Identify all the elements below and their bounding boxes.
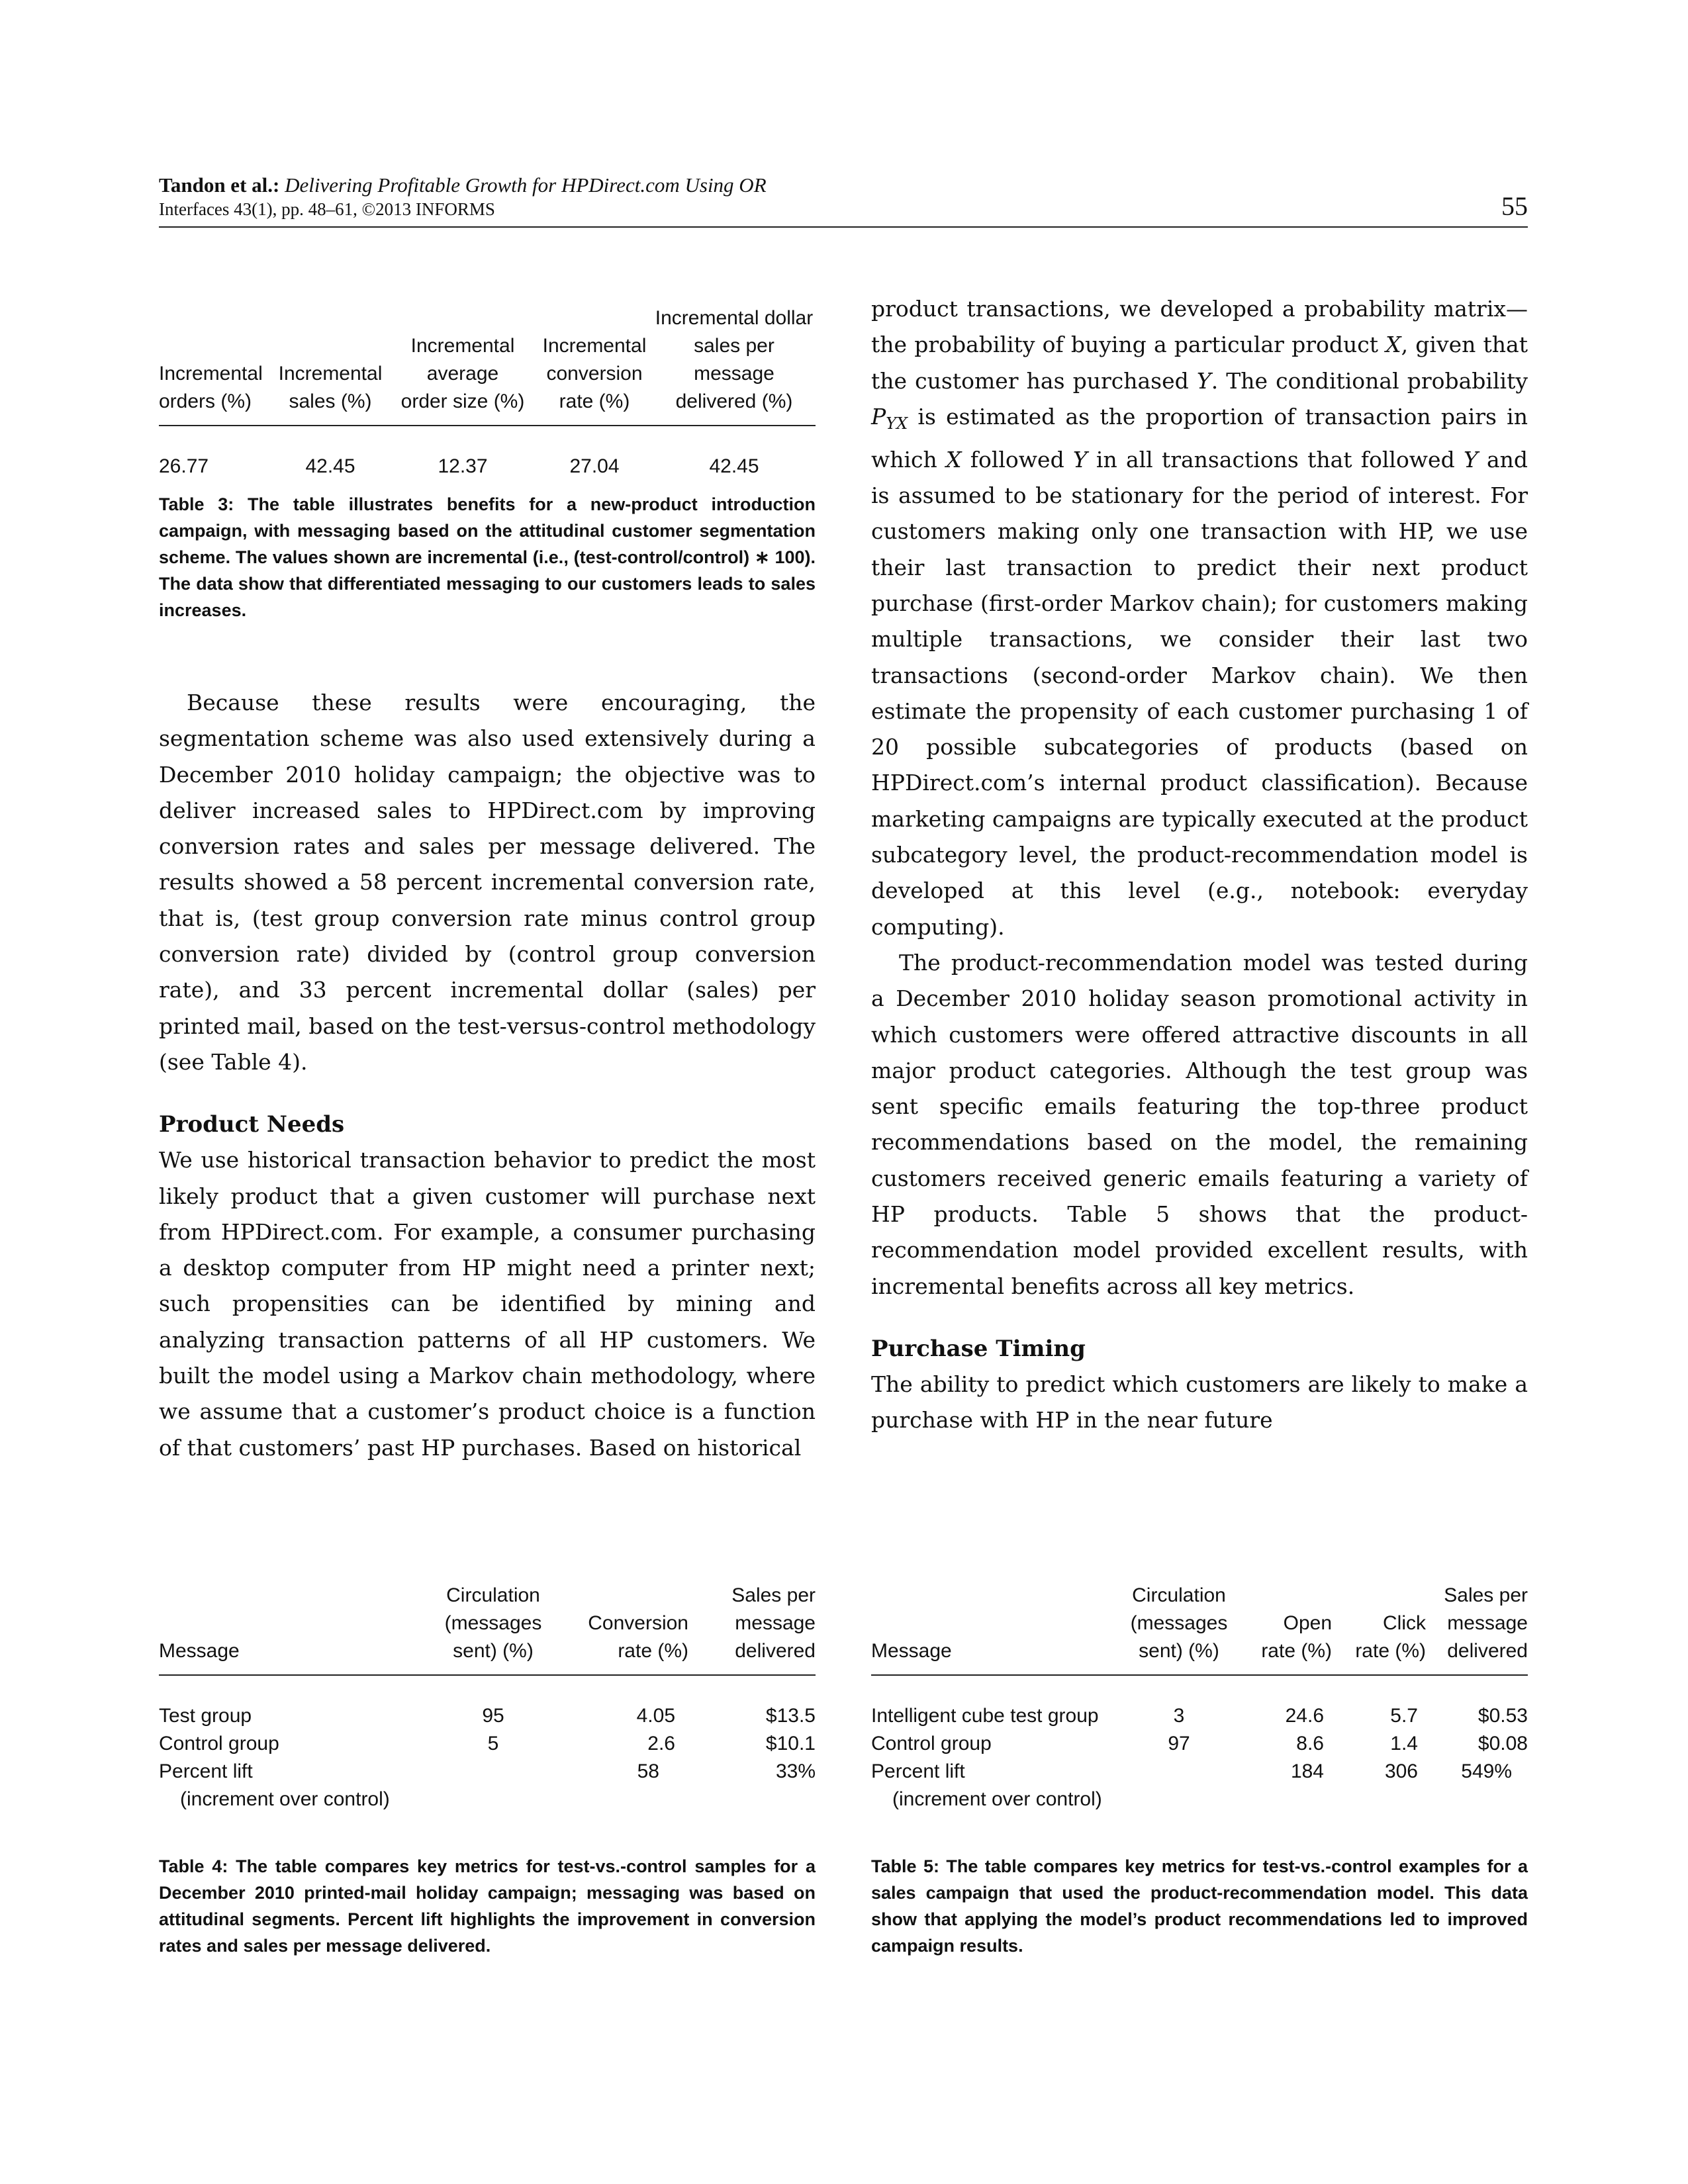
header-authors: Tandon et al.: [159, 173, 280, 197]
table-3-header: Incremental sales (%) [271, 304, 389, 426]
table-row [871, 1730, 1528, 1758]
table-cell: Control group [871, 1733, 992, 1754]
table-cell: 42.45 [709, 455, 759, 477]
table-cell: 42.45 [305, 455, 355, 477]
table-cell [437, 1758, 549, 1786]
table-5-header: Open rate (%) [1235, 1582, 1335, 1675]
table-5-header: Sales per message delivered [1429, 1582, 1528, 1675]
table-cell: Percent lift [871, 1760, 965, 1782]
table-cell: 58 [637, 1760, 659, 1782]
math-variable: X [946, 446, 962, 473]
table-cell: 5 [487, 1733, 499, 1754]
table-5-header: Message [871, 1582, 1123, 1675]
text-run: and is assumed to be stationary for the period of interest. For customers making only one transaction with HP, we use their last transaction to predict their next product purchase (first-order Markov chain); for customers making multiple transactions, we consider their last two transactions (second-order Markov chain). We then estimate the propensity of each customer purchasing 1 of 20 possible subcategories of products (based on HPDirect.com’s internal product classification). Because marketing campaigns are typically executed at the product subcategory level, the product-recommendation model is developed at this level (e.g., notebook: everyday computing). [871, 446, 1528, 940]
table-cell: Intelligent cube test group [871, 1705, 1099, 1727]
table-row [159, 1675, 816, 1730]
math-subscript: YX [886, 414, 908, 433]
table-5-caption: Table 5: The table compares key metrics for test-vs.-control examples for a sales campaign that used the product-recommendation model. This data show that applying the model’s product recommendations led to improved campaign results. [871, 1856, 1528, 1956]
paragraph [871, 291, 1528, 945]
table-cell: 2.6 [647, 1733, 675, 1754]
table-cell: 97 [1168, 1733, 1190, 1754]
table-cell: 3 [1173, 1705, 1185, 1727]
paragraph: The product-recommendation model was tested during a December 2010 holiday season promotional activity in which customers were offered attractive discounts in all major product categories. Although the test group was sent specific emails featuring the top-three product recommendations based on the model, the remaining customers received generic emails featuring a variety of HP products. Table 5 shows that the product-recommendation model provided excellent results, with incremental benefits across all key metrics. [871, 949, 1528, 1299]
table-cell: $0.53 [1477, 1705, 1528, 1727]
table-row [159, 1758, 816, 1786]
table-cell: (increment over control) [892, 1788, 1102, 1810]
section-heading: Purchase Timing [871, 1335, 1086, 1362]
text-run: followed [961, 446, 1073, 473]
table-cell: 33% [775, 1760, 816, 1782]
header-article-title: Delivering Profitable Growth for HPDirect.com Using OR [285, 173, 767, 197]
right-column [871, 291, 1528, 1439]
table-cell: 12.37 [438, 455, 488, 477]
table-cell: (increment over control) [180, 1788, 390, 1810]
math-variable: P [871, 403, 886, 430]
table-4-header: Sales per message delivered [702, 1582, 816, 1675]
table-cell: $10.1 [765, 1733, 816, 1754]
running-header-title [159, 173, 767, 197]
table-3-header: Incremental average order size (%) [389, 304, 536, 426]
table-cell: 8.6 [1296, 1733, 1324, 1754]
table-row [871, 1758, 1528, 1786]
text-run: . The conditional probability [1211, 367, 1528, 394]
table-row [871, 1675, 1528, 1730]
table-3-caption: Table 3: The table illustrates benefits for a new-product introduction campaign, with messaging based on the attitudinal customer segmentation scheme. The values shown are incremental (i.e., (test-control/control) ∗ 100). The data show that differentiated messaging to our customers leads to sales increases. [159, 494, 816, 620]
paragraph: We use historical transaction behavior to predict the most likely product that a given customer will purchase next from HPDirect.com. For example, a consumer purchasing a desktop computer from HP might need a printer next; such propensities can be identified by mining and analyzing transaction patterns of all HP customers. We built the model using a Markov chain methodology, where we assume that a customer’s product choice is a function of that customers’ past HP purchases. Based on historical [159, 1147, 816, 1461]
text-run: in all transactions that followed [1087, 446, 1464, 473]
table-cell: 95 [482, 1705, 504, 1727]
table-cell: 27.04 [569, 455, 620, 477]
table-5-header-row [871, 1582, 1528, 1675]
table-3 [159, 304, 816, 480]
table-cell: 184 [1290, 1760, 1324, 1782]
table-cell: $0.08 [1477, 1733, 1528, 1754]
section-heading: Product Needs [159, 1111, 345, 1138]
table-4-header: Circulation (messages sent) (%) [437, 1582, 549, 1675]
math-variable: Y [1072, 446, 1088, 473]
table-4-caption: Table 4: The table compares key metrics for test-vs.-control samples for a December 2010 printed-mail holiday campaign; messaging was based on attitudinal segments. Percent lift highlights the improvement in conversion rates and sales per message delivered. [159, 1856, 816, 1956]
table-row [159, 426, 816, 480]
text-run: product transactions, we developed a probability matrix—the probability of buying a particular product [871, 296, 1528, 358]
table-cell [1123, 1758, 1235, 1786]
table-cell: 26.77 [159, 455, 209, 477]
paragraph: The ability to predict which customers are likely to make a purchase with HP in the near future [871, 1371, 1528, 1433]
left-column [159, 685, 816, 1466]
text-run: is estimated as the proportion of transaction pairs in which [871, 403, 1528, 473]
table-3-header: Incremental orders (%) [159, 304, 271, 426]
table-row [159, 1730, 816, 1758]
table-3-header: Incremental conversion rate (%) [536, 304, 653, 426]
header-rule [159, 226, 1528, 228]
table-row [871, 1786, 1528, 1813]
table-5-header: Circulation (messages sent) (%) [1123, 1582, 1235, 1675]
table-cell: 4.05 [636, 1705, 675, 1727]
table-4-header: Message [159, 1582, 437, 1675]
table-cell: $13.5 [765, 1705, 816, 1727]
table-cell: 1.4 [1390, 1733, 1418, 1754]
table-row [159, 1786, 816, 1813]
page-number: 55 [1501, 191, 1528, 221]
table-3-header-row [159, 304, 816, 426]
table-cell: 549% [1461, 1760, 1512, 1782]
table-cell: Test group [159, 1705, 252, 1727]
table-5-header: Click rate (%) [1335, 1582, 1429, 1675]
table-5 [871, 1582, 1528, 1813]
table-cell: Control group [159, 1733, 279, 1754]
math-variable: X [1385, 332, 1401, 358]
paragraph: Because these results were encouraging, the segmentation scheme was also used extensively during a December 2010 holiday campaign; the objective was to deliver increased sales to HPDirect.com by improving conversion rates and sales per message delivered. The results showed a 58 percent incremental conversion rate, that is, (test group conversion rate minus control group conversion rate) divided by (control group conversion rate), and 33 percent incremental dollar (sales) per printed mail, based on the test-versus-control methodology (see Table 4). [159, 690, 816, 1075]
table-3-header: Incremental dollar sales per message delivered (%) [653, 304, 816, 426]
text-run: , given that the customer has purchased [871, 332, 1528, 394]
table-4 [159, 1582, 816, 1813]
table-cell: 5.7 [1390, 1705, 1418, 1727]
math-variable: Y [1196, 367, 1211, 394]
table-4-header: Conversion rate (%) [549, 1582, 702, 1675]
table-4-header-row [159, 1582, 816, 1675]
table-cell: 24.6 [1285, 1705, 1324, 1727]
math-variable: Y [1463, 446, 1478, 473]
table-cell: Percent lift [159, 1760, 253, 1782]
header-citation: Interfaces 43(1), pp. 48–61, ©2013 INFORMS [159, 199, 495, 219]
table-cell: 306 [1384, 1760, 1418, 1782]
